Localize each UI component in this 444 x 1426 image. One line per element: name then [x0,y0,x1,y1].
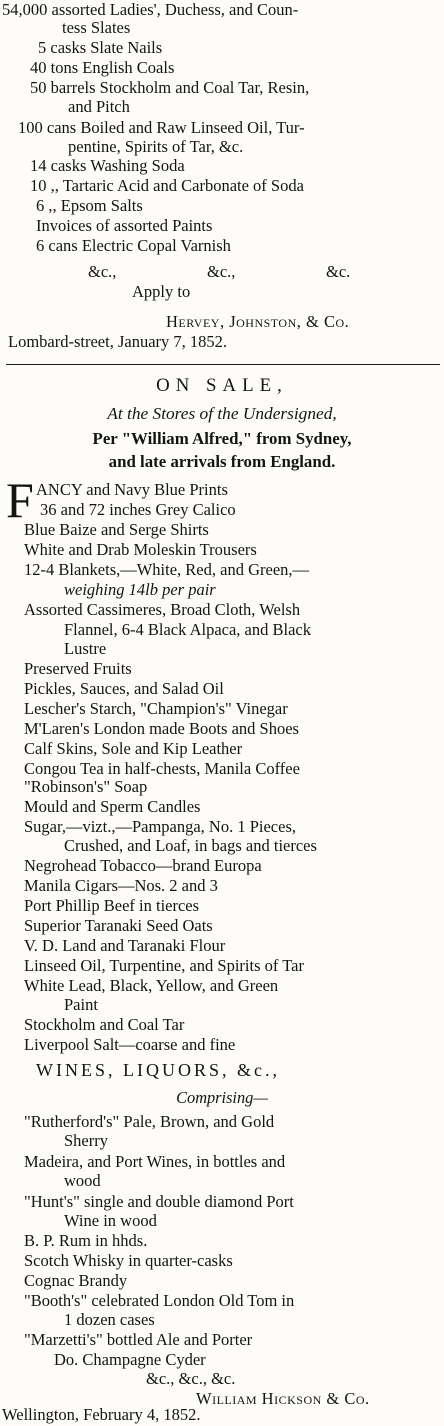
ad1-apply-to: Apply to [132,282,191,301]
ad1-item-line: and Pitch [68,97,130,116]
ad2-item-line: Flannel, 6-4 Black Alpaca, and Black [64,620,311,639]
wine-line: Madeira, and Port Wines, in bottles and [24,1152,286,1171]
ad2-item-line: Mould and Sperm Candles [24,797,201,816]
ad1-item-line: 50 barrels Stockholm and Coal Tar, Resin, [30,78,310,97]
ad2-dateline: Wellington, February 4, 1852. [2,1405,201,1424]
ad2-item-line: Manila Cigars—Nos. 2 and 3 [24,876,218,895]
ad1-item-line: 14 casks Washing Soda [30,156,185,175]
ad2-item-line: Calf Skins, Sole and Kip Leather [24,739,243,758]
ad2-item-line: Congou Tea in half-chests, Manila Coffee [24,759,300,778]
ad2-item-line: ANCY and Navy Blue Prints [36,480,228,499]
wines-comprising: Comprising— [176,1088,268,1107]
ad1-item-line: pentine, Spirits of Tar, &c. [68,137,244,156]
ad1-item-line: 40 tons English Coals [30,58,175,77]
wine-line: "Booth's" celebrated London Old Tom in [24,1291,295,1310]
ad1-item-line: 54,000 assorted Ladies', Duchess, and Coun- [2,0,299,19]
wine-line: "Rutherford's" Pale, Brown, and Gold [24,1112,275,1131]
ad1-etc: &c., [207,262,236,281]
ad2-arrivals-line: and late arrivals from England. [108,452,336,471]
ad1-item-line: 6 cans Electric Copal Varnish [36,236,231,255]
ad2-signature: William Hickson & Co. [196,1389,370,1408]
ad2-item-line: V. D. Land and Taranaki Flour [24,936,226,955]
ad2-item-line: Lustre [64,639,107,658]
ad2-item-line: Port Phillip Beef in tierces [24,896,200,915]
ad2-item-line: Preserved Fruits [24,659,132,678]
ad2-item-line: 36 and 72 inches Grey Calico [40,500,236,519]
ad2-item-line: "Robinson's" Soap [24,777,148,796]
wine-line: Cognac Brandy [24,1271,128,1290]
ad2-item-line: Negrohead Tobacco—brand Europa [24,856,262,875]
wine-line: Sherry [64,1131,108,1150]
ad2-item-line: Crushed, and Loaf, in bags and tierces [64,836,317,855]
ad2-heading: ON SALE, [156,375,288,396]
ad2-item-line: Lescher's Starch, "Champion's" Vinegar [24,699,288,718]
wine-line: wood [64,1171,101,1190]
ad1-dateline: Lombard-street, January 7, 1852. [8,332,228,351]
ad2-item-line: Sugar,—vizt.,—Pampanga, No. 1 Pieces, [24,817,297,836]
ad2-item-line: White and Drab Moleskin Trousers [24,540,257,559]
ad2-item-line: 12-4 Blankets,—White, Red, and Green,— [24,560,310,579]
wine-line: Scotch Whisky in quarter-casks [24,1251,233,1270]
wine-line: "Hunt's" single and double diamond Port [24,1192,294,1211]
ad1-etc: &c. [326,262,351,281]
ad2-ship-line: Per "William Alfred," from Sydney, [92,429,352,448]
ad2-item-line: Assorted Cassimeres, Broad Cloth, Welsh [24,600,301,619]
ad2-item-line: Linseed Oil, Turpentine, and Spirits of Tar [24,956,304,975]
ad2-item-line: Blue Baize and Serge Shirts [24,520,209,539]
ad1-item-line: 6 ,, Epsom Salts [36,196,143,215]
wine-line: 1 dozen cases [64,1310,155,1329]
ad1-item-line: 100 cans Boiled and Raw Linseed Oil, Tur- [18,118,305,137]
drop-cap-letter: F [6,472,34,528]
ad1-item-line: tess Slates [62,18,131,37]
ad2-item-line: Stockholm and Coal Tar [24,1015,185,1034]
ad2-subheading: At the Stores of the Undersigned, [107,404,337,423]
ad1-item-line: Invoices of assorted Paints [36,216,213,235]
wines-heading: WINES, LIQUORS, &c., [36,1060,280,1080]
ad2-item-line: Liverpool Salt—coarse and fine [24,1035,236,1054]
ad1-etc: &c., [88,262,117,281]
ad2-item-line: Pickles, Sauces, and Salad Oil [24,679,224,698]
wine-line: Wine in wood [64,1211,157,1230]
ad2-item-line: White Lead, Black, Yellow, and Green [24,976,279,995]
ad2-item-line: weighing 14lb per pair [64,580,216,599]
ad2-item-line: Paint [64,995,98,1014]
wine-line: Do. Champagne Cyder [54,1350,206,1369]
wine-line: "Marzetti's" bottled Ale and Porter [24,1330,253,1349]
ad1-signature: Hervey, Johnston, & Co. [166,312,350,331]
ad2-item-line: Superior Taranaki Seed Oats [24,916,213,935]
ad1-item-line: 10 ,, Tartaric Acid and Carbonate of Soda [30,176,304,195]
ad1-item-line: 5 casks Slate Nails [38,38,163,57]
wine-line: B. P. Rum in hhds. [24,1231,148,1250]
wine-line: &c., &c., &c. [146,1369,236,1388]
ad2-item-line: M'Laren's London made Boots and Shoes [24,719,299,738]
column-rule [6,364,440,365]
